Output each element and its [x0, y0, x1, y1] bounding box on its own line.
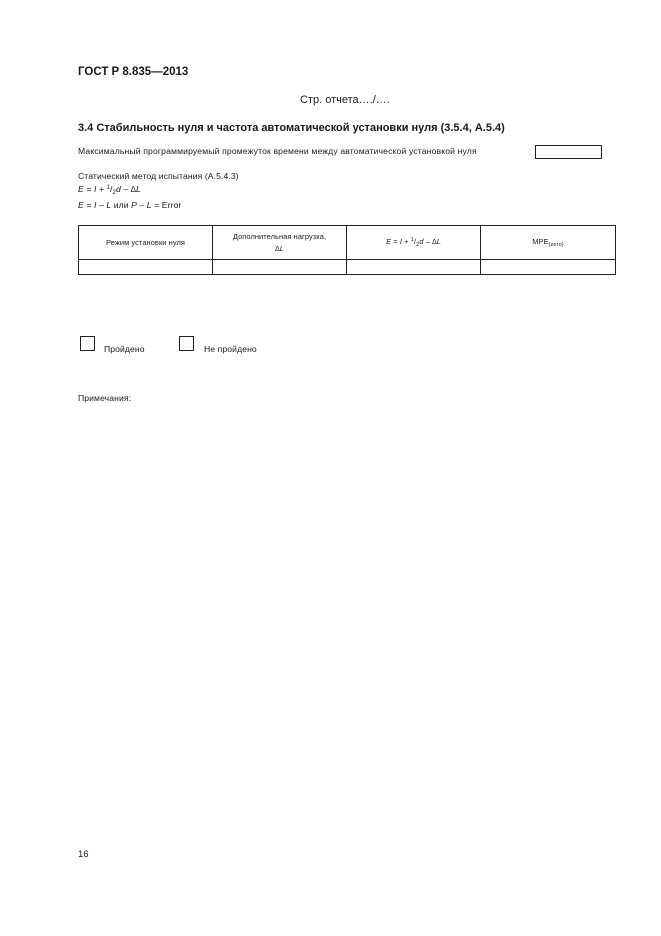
header-error-formula: $E = I + ^1/_2d - \Delta L$ — [347, 226, 481, 260]
page-number: 16 — [78, 849, 89, 860]
failed-checkbox[interactable] — [179, 336, 194, 351]
failed-label: Не пройдено — [204, 344, 257, 354]
table-cell[interactable] — [347, 260, 481, 275]
formula-error-alt: E = I – L или P – L = Error — [78, 199, 182, 210]
header-extra-load: Дополнительная нагрузка, ∆L — [213, 226, 347, 260]
notes-label: Примечания: — [78, 393, 132, 403]
header-zero-mode: Режим установки нуля — [79, 226, 213, 260]
max-interval-label: Максимальный программируемый промежуток времени между автоматической установкой нуля — [78, 146, 477, 156]
formula-error: $E = I + ^1/_2d - \Delta L$ — [78, 183, 141, 196]
table-cell[interactable] — [213, 260, 347, 275]
table-row — [79, 260, 616, 275]
table-cell[interactable] — [79, 260, 213, 275]
header-mpe: $MPE_{(zero)}$ — [481, 226, 616, 260]
report-page-counter: Стр. отчета…./…. — [300, 94, 390, 106]
section-heading: 3.4 Стабильность нуля и частота автоматической установки нуля (3.5.4, А.5.4) — [78, 122, 505, 134]
results-table — [78, 225, 616, 275]
max-interval-field[interactable] — [535, 145, 602, 159]
table-header-row — [79, 226, 616, 260]
passed-checkbox[interactable] — [80, 336, 95, 351]
static-method-block — [78, 171, 239, 211]
passed-label: Пройдено — [104, 344, 145, 354]
standard-number: ГОСТ Р 8.835—2013 — [78, 66, 189, 78]
table-cell[interactable] — [481, 260, 616, 275]
static-method-title: Статический метод испытания (А.5.4.3) — [78, 171, 239, 181]
